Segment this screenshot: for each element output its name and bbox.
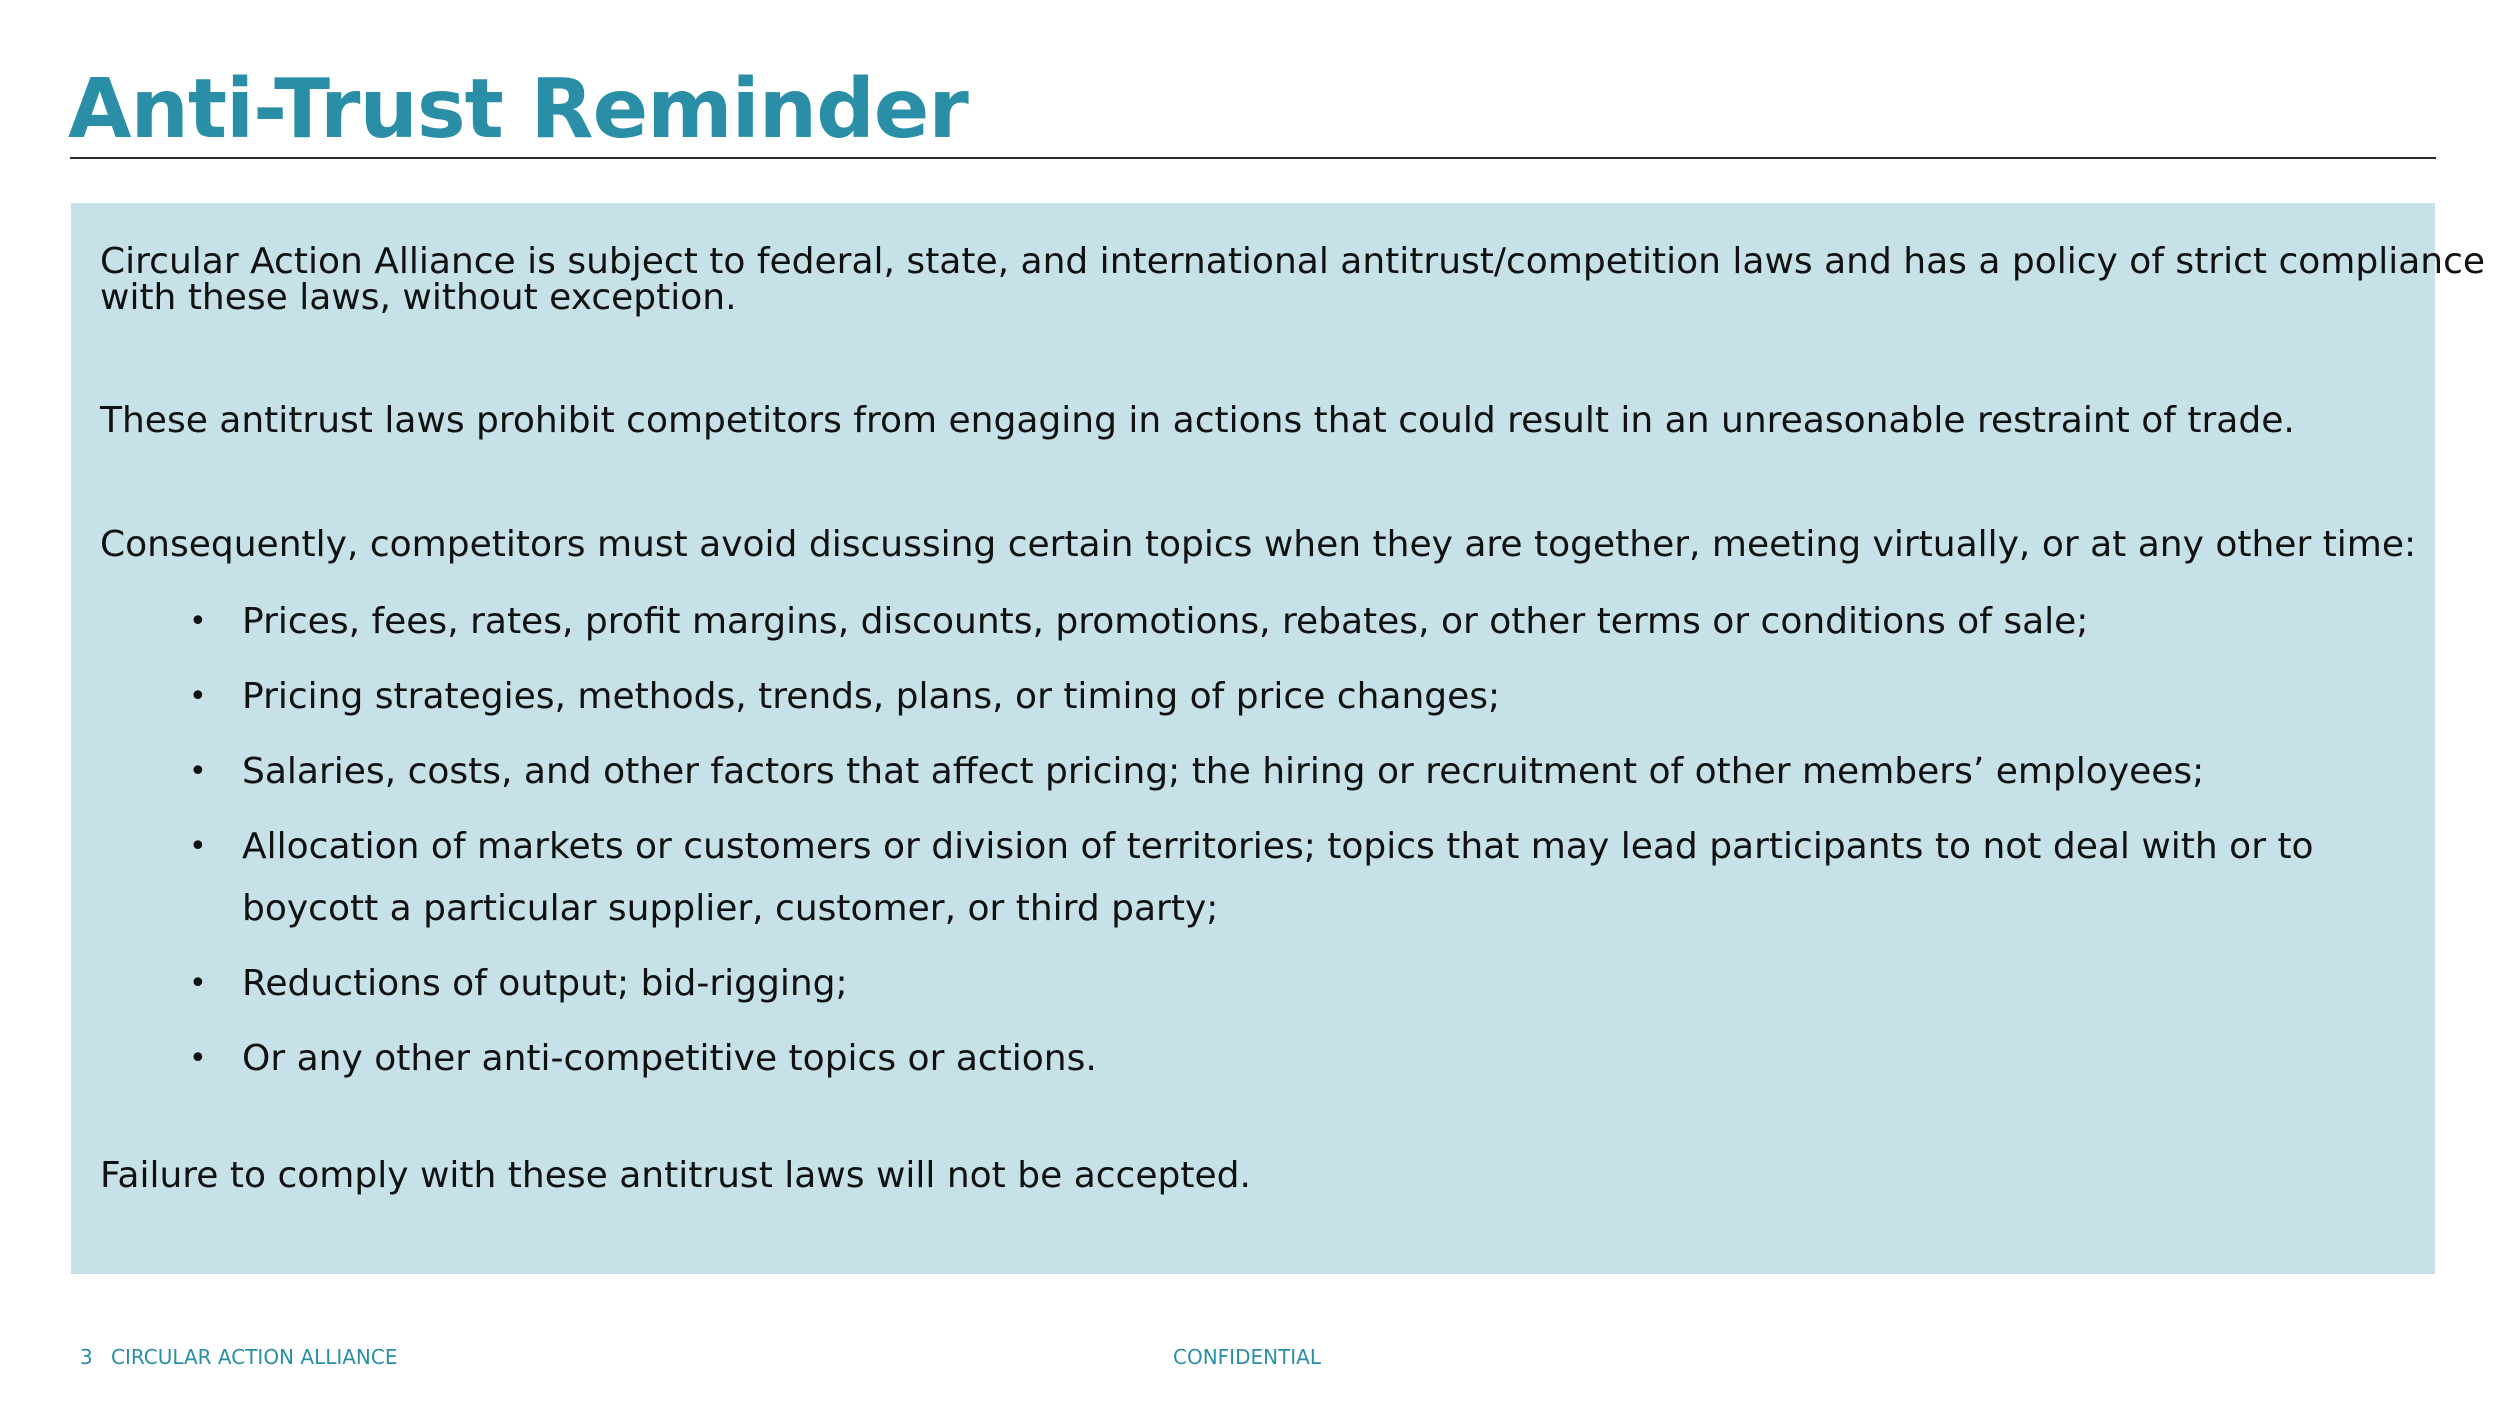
bullet-icon: • [189, 966, 207, 1001]
list-item-text: Prices, fees, rates, profit margins, discounts, promotions, rebates, or other terms or conditions of sale; [242, 601, 2089, 642]
intro-line-1: Circular Action Alliance is subject to federal, state, and international antitrust/competition laws and has a policy of strict compliance [100, 241, 2486, 282]
closing-paragraph: Failure to comply with these antitrust laws will not be accepted. [100, 1155, 1251, 1196]
slide-title: Anti-Trust Reminder [68, 62, 968, 157]
content-panel [71, 203, 2486, 1274]
bullet-icon: • [189, 1041, 207, 1076]
list-item-text: Salaries, costs, and other factors that affect pricing; the hiring or recruitment of other members’ employees; [242, 751, 2205, 792]
list-item-text: Or any other anti-competitive topics or actions. [242, 1038, 1097, 1079]
page-number: 3 [80, 1345, 93, 1369]
title-underline [70, 157, 2436, 159]
consequence-paragraph: Consequently, competitors must avoid discussing certain topics when they are together, meeting virtually, or at any other time: [100, 524, 2417, 565]
list-item-text: Pricing strategies, methods, trends, plans, or timing of price changes; [242, 676, 1501, 717]
bullet-icon: • [189, 829, 207, 864]
footer-organization: CIRCULAR ACTION ALLIANCE [111, 1345, 398, 1369]
intro-line-2: with these laws, without exception. [100, 277, 737, 318]
confidential-label: CONFIDENTIAL [1173, 1345, 1322, 1369]
list-item-text: Allocation of markets or customers or division of territories; topics that may lead participants to not deal with or to boycott a particular supplier, customer, or third party; [242, 826, 2314, 929]
bullet-icon: • [189, 604, 207, 639]
intro-paragraph [100, 241, 2486, 318]
bullet-icon: • [189, 679, 207, 714]
bullet-icon: • [189, 754, 207, 789]
prohibition-paragraph: These antitrust laws prohibit competitors from engaging in actions that could result in an unreasonable restraint of trade. [100, 400, 2295, 441]
list-item-text: Reductions of output; bid-rigging; [242, 963, 848, 1004]
